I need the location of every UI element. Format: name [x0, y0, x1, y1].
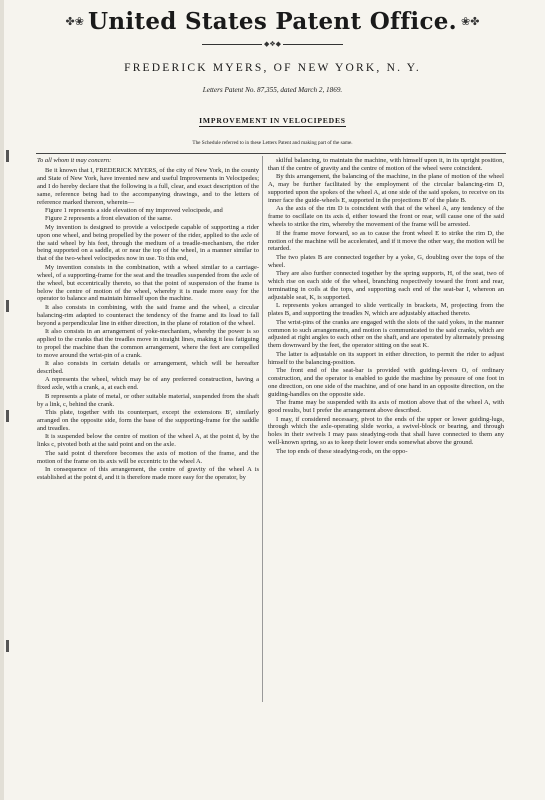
paragraph: A represents the wheel, which may be of any preferred construction, having a fixed axle, with a crank, a, at each end. [37, 376, 259, 392]
improvement-heading [40, 116, 505, 125]
paragraph: The latter is adjustable on its support in either direction, to permit the rider to adjust himself to the balancing-position. [268, 350, 504, 366]
paragraph: As the axis of the rim D is coincident with that of the wheel A, any tendency of the frame to oscillate on its axis d, either toward the front or rear, will cause one of the said wheels to strike the rim, whereby the movement of the frame will be arrested. [268, 205, 504, 229]
masthead-title: United States Patent Office. [87, 7, 457, 35]
masthead [60, 6, 485, 36]
paragraph: skilful balancing, to maintain the machine, with himself upon it, in its upright position, than if the centre of gravity and the centre of motion of the wheel were coincident. [268, 157, 504, 172]
paragraph: I may, if considered necessary, pivot to the ends of the upper or lower guiding-lugs, through which the axle-operating slide works, a swivel-block or bearing, and through holes in their swivels I may pass steadying-rods that shall have connected to them any well-known spring, so as to keep their lower ends somewhat above the ground. [268, 415, 504, 447]
paragraph: It also consists in an arrangement of yoke-mechanism, whereby the power is so applied to the cranks that the treadles move in straight lines, making it less fatiguing to propel the machine than the common arrangement, where the feet are compelled to move around the wrist-pin of a crank. [37, 328, 259, 359]
paragraph: To all whom it may concern: [37, 157, 112, 164]
paragraph: It also consists in combining, with the said frame and the wheel, a circular balancing-rim adapted to counteract the tendency of the frame and its load to fall beyond a perpendicular line in either direction, in the plane of rotation of the wheel. [37, 303, 259, 327]
paragraph: It is suspended below the centre of motion of the wheel A, at the point d, by the links c, pivoted both at the said point and on the axle. [37, 433, 259, 449]
paragraph: The top ends of these steadying-rods, on the oppo- [276, 447, 408, 455]
paragraph: Be it known that I, FREDERICK MYERS, of the city of New York, in the county and State of New York, have invented new and useful Improvements in Velocipedes; and I do hereby declare that the following is a full, clear, and exact description of the same, reference being had to the accompanying drawings, and to the letters of reference marked thereon, wherein— [37, 166, 259, 206]
patent-number-line: Letters Patent No. 87,355, dated March 2, 1869. [202, 86, 343, 94]
improvement-title: IMPROVEMENT IN VELOCIPEDES [199, 116, 346, 125]
left-text-column [37, 157, 259, 699]
column-divider [262, 156, 263, 702]
paragraph: My invention consists in the combination, with a wheel similar to a carriage-wheel, of a supporting-frame for the seat and the treadles suspended from the axle of the wheel, but eccentrically thereto, so that the point of suspension of the frame is below the centre of motion of the wheel, whereby it is made more easy for the operator to balance and maintain himself upon the machine. [37, 263, 259, 303]
binder-mark [6, 300, 9, 312]
schedule-note: The Schedule referred to in these Letters Patent and making part of the same. [192, 140, 353, 146]
paragraph: The wrist-pins of the cranks are engaged with the slots of the said yokes, in the manner common to such arrangements, and motion is communicated to the said cranks, which are adjusted at right angles to each other on the shaft, and are operated by alternately pressing them downward by the feet, the operator sitting on the seat K. [268, 318, 504, 350]
paragraph: The said point d therefore becomes the axis of motion of the frame, and the motion of the frame on its axis will be eccentric to the wheel A. [37, 449, 259, 465]
binder-mark [6, 410, 9, 422]
paragraph: The frame may be suspended with its axis of motion above that of the wheel A, with good results, but I prefer the arrangement above described. [268, 399, 504, 415]
binder-mark [6, 640, 9, 652]
paragraph: My invention is designed to provide a velocipede capable of supporting a rider upon one wheel, and being propelled by the power of the rider, applied to the axle of the said wheel by his feet, through the medium of a treadle-mechanism, the rider being supported on a saddle, at or near the top of the wheel, in a manner similar to that of the two-wheel velocipedes now in use. To this end, [37, 223, 259, 263]
paragraph: This plate, together with its counterpart, except the extensions B', similarly arranged on the opposite side, form the base of the supporting-frame for the saddle and treadles. [37, 409, 259, 432]
paragraph: In consequence of this arrangement, the centre of gravity of the wheel A is established at the point d, and it is therefore made more easy for the operator, by [37, 465, 259, 481]
header-divider [36, 153, 506, 154]
ornament-right: ❀✤ [461, 15, 480, 28]
paragraph: The two plates B are connected together by a yoke, G, doubling over the tops of the wheel. [268, 253, 504, 269]
binder-mark [6, 150, 9, 162]
rule-ornament: ◆❖◆ [263, 40, 282, 48]
paragraph: The front end of the seat-bar is provided with guiding-levers O, of ordinary construction, and the operator is enabled to guide the machine by pressure of one foot in one direction, on one side of the machine, and of one hand in an opposite direction, on the guiding-handles on the opposite side. [268, 367, 504, 398]
paragraph: It also consists in certain details or arrangement, which will be hereafter described. [37, 360, 259, 376]
paragraph: They are also further connected together by the spring supports, H, of the seat, two of which rise on each side of the wheel, branching respectively toward the front and rear, terminating in coils at the tops, and supporting each end of the seat-bar I, whereon an adjustable seat, K, is supported. [268, 270, 504, 301]
paragraph: L represents yokes arranged to slide vertically in brackets, M, projecting from the plates B, and supporting the treadles N, which are adjustably attached thereto. [268, 302, 504, 318]
paragraph: Figure 2 represents a front elevation of the same. [45, 215, 173, 223]
right-text-column [268, 157, 504, 699]
paragraph: If the frame move forward, so as to cause the front wheel E to strike the rim D, the motion of the machine will be accelerated, and if it move the other way, the motion will be retarded. [268, 229, 504, 253]
scan-edge [0, 0, 4, 800]
inventor-line: FREDERICK MYERS, OF NEW YORK, N. Y. [124, 62, 421, 74]
paragraph: B represents a plate of metal, or other suitable material, suspended from the shaft by a link, c, behind the crank. [37, 392, 259, 408]
ornament-left: ✤❀ [65, 15, 84, 28]
paragraph: Figure 1 represents a side elevation of my improved velocipede, and [45, 206, 223, 214]
ornamental-rule [180, 40, 365, 48]
paragraph: By this arrangement, the balancing of the machine, in the plane of motion of the wheel A, may be further facilitated by the employment of the circular balancing-rim D, supported upon the spokes of the wheel A, at one side of the said spokes, to receive on its inner face the guide-wheels E, supported in the projections B' of the plate B. [268, 173, 504, 205]
